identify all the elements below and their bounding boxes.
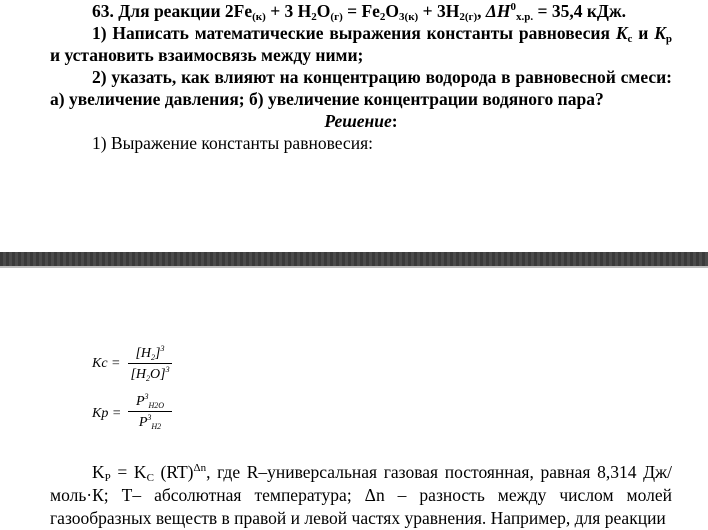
task-2: 2) указать, как влияют на концентрацию водорода в равновесной смеси: а) увеличение давления; б) увеличение концентрации водяного пара?: [50, 67, 672, 109]
problem-title: 63. Для реакции $2Fe_{(к)} + 3$ $H_2O_{(г)} = Fe_2O_{3(к)} + 3H_{2(г)}$, $\Delta H^0_{х.р.} = 35,4$ кДж.: [92, 1, 627, 23]
solution-heading: Решение:: [324, 111, 398, 131]
task-1: 1) Написать математические выражения константы равновесия $K_c$ и $K_p$ и установить взаимосвязь между ними;: [50, 23, 673, 65]
document-body: [50, 0, 672, 154]
scan-separator-shadow: [0, 266, 708, 268]
scan-separator-band: [0, 252, 708, 266]
reaction-equation: $2Fe_{(к)} + 3$ $H_2O_{(г)} = Fe_2O_{3(к)} + 3H_{2(г)}$, $\Delta H^0_{х.р.} = 35,4$ кДж.: [224, 1, 627, 23]
problem-number: 63.: [92, 1, 114, 21]
kp-kc-relation-paragraph: $K_P = K_C$ (RT)$^{\Delta n}$, где R–универсальная газовая постоянная, равная 8,314 Дж/ моль·К; T– абсолютная температура; Δn – разность между числом молей газообразных веществ в правой и левой частях уравнения. Например, для реакции: [50, 461, 673, 528]
solution-line-1: 1) Выражение константы равновесия:: [92, 133, 373, 153]
